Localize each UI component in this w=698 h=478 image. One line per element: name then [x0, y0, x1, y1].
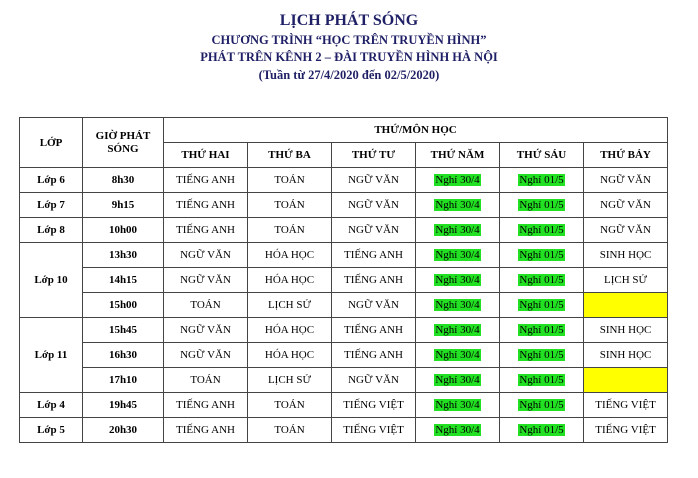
subject-cell: NGỮ VĂN	[164, 243, 248, 268]
holiday-label: Nghỉ 01/5	[519, 174, 564, 186]
subject-cell: TIẾNG ANH	[332, 318, 416, 343]
holiday-label: Nghỉ 01/5	[519, 199, 564, 211]
subject-cell: NGỮ VĂN	[332, 368, 416, 393]
subject-cell: NGỮ VĂN	[584, 218, 668, 243]
subject-cell: TOÁN	[248, 168, 332, 193]
subject-cell: NGỮ VĂN	[332, 168, 416, 193]
holiday-cell	[500, 293, 584, 318]
program-subtitle: CHƯƠNG TRÌNH “HỌC TRÊN TRUYỀN HÌNH”	[211, 33, 487, 47]
holiday-cell	[416, 343, 500, 368]
subject-cell: NGỮ VĂN	[164, 318, 248, 343]
holiday-label: Nghỉ 01/5	[519, 324, 564, 336]
subject-cell: NGỮ VĂN	[164, 268, 248, 293]
class-cell: Lớp 6	[20, 168, 83, 193]
time-cell: 9h15	[83, 193, 164, 218]
subject-cell: HÓA HỌC	[248, 243, 332, 268]
subject-cell: HÓA HỌC	[248, 318, 332, 343]
holiday-cell	[500, 368, 584, 393]
holiday-cell	[416, 293, 500, 318]
holiday-cell	[416, 168, 500, 193]
holiday-label: Nghỉ 30/4	[435, 374, 480, 386]
holiday-cell	[416, 418, 500, 443]
holiday-cell	[416, 268, 500, 293]
header-day: THỨ NĂM	[416, 143, 500, 168]
holiday-cell	[500, 168, 584, 193]
table-row	[20, 368, 668, 393]
holiday-label: Nghỉ 01/5	[519, 224, 564, 236]
holiday-label: Nghỉ 01/5	[519, 424, 564, 436]
header-day: THỨ BẢY	[584, 143, 668, 168]
subject-cell: TIẾNG VIỆT	[584, 418, 668, 443]
header-lop: LỚP	[20, 118, 83, 168]
holiday-cell	[416, 193, 500, 218]
header-day: THỨ BA	[248, 143, 332, 168]
table-row	[20, 193, 668, 218]
time-cell: 17h10	[83, 368, 164, 393]
holiday-label: Nghỉ 30/4	[435, 324, 480, 336]
subject-cell: NGỮ VĂN	[164, 343, 248, 368]
holiday-label: Nghỉ 30/4	[435, 249, 480, 261]
holiday-label: Nghỉ 30/4	[435, 274, 480, 286]
holiday-label: Nghỉ 30/4	[435, 399, 480, 411]
time-cell: 10h00	[83, 218, 164, 243]
table-row	[20, 293, 668, 318]
subject-cell: NGỮ VĂN	[584, 193, 668, 218]
holiday-label: Nghỉ 30/4	[435, 199, 480, 211]
channel-subtitle: PHÁT TRÊN KÊNH 2 – ĐÀI TRUYỀN HÌNH HÀ NỘI	[200, 50, 498, 64]
class-cell: Lớp 5	[20, 418, 83, 443]
holiday-label: Nghỉ 01/5	[519, 299, 564, 311]
header-day: THỨ TƯ	[332, 143, 416, 168]
subject-cell: NGỮ VĂN	[332, 293, 416, 318]
document-title: LỊCH PHÁT SÓNG	[279, 12, 419, 29]
subject-cell: TOÁN	[248, 418, 332, 443]
table-row	[20, 393, 668, 418]
subject-cell: SINH HỌC	[584, 343, 668, 368]
holiday-cell	[416, 318, 500, 343]
table-row	[20, 218, 668, 243]
subject-cell: TOÁN	[248, 393, 332, 418]
empty-highlight-cell	[584, 368, 668, 393]
subject-cell: TOÁN	[164, 293, 248, 318]
time-cell: 16h30	[83, 343, 164, 368]
header-day-subject: THỨ/MÔN HỌC	[164, 118, 668, 143]
subject-cell: LỊCH SỬ	[248, 368, 332, 393]
holiday-cell	[500, 418, 584, 443]
header-time: GIỜ PHÁT SÓNG	[83, 118, 164, 168]
holiday-cell	[500, 393, 584, 418]
holiday-label: Nghỉ 01/5	[519, 349, 564, 361]
broadcast-schedule-table	[19, 117, 668, 443]
holiday-label: Nghỉ 30/4	[435, 424, 480, 436]
time-cell: 20h30	[83, 418, 164, 443]
holiday-label: Nghỉ 30/4	[435, 299, 480, 311]
subject-cell: TIẾNG VIỆT	[332, 393, 416, 418]
table-row	[20, 268, 668, 293]
table-row	[20, 318, 668, 343]
holiday-label: Nghỉ 01/5	[519, 374, 564, 386]
table-row	[20, 343, 668, 368]
holiday-cell	[416, 218, 500, 243]
week-range: (Tuần từ 27/4/2020 đến 02/5/2020)	[258, 68, 440, 82]
document-header	[0, 10, 698, 84]
holiday-cell	[416, 243, 500, 268]
subject-cell: NGỮ VĂN	[332, 193, 416, 218]
subject-cell: SINH HỌC	[584, 318, 668, 343]
subject-cell: TOÁN	[248, 218, 332, 243]
class-cell: Lớp 10	[20, 243, 83, 318]
subject-cell: TIẾNG VIỆT	[332, 418, 416, 443]
subject-cell: HÓA HỌC	[248, 268, 332, 293]
holiday-cell	[416, 393, 500, 418]
header-row	[20, 118, 668, 143]
holiday-cell	[416, 368, 500, 393]
holiday-cell	[500, 218, 584, 243]
subject-cell: TIẾNG ANH	[164, 168, 248, 193]
holiday-label: Nghỉ 01/5	[519, 399, 564, 411]
subject-cell: TOÁN	[248, 193, 332, 218]
holiday-label: Nghỉ 30/4	[435, 174, 480, 186]
holiday-label: Nghỉ 30/4	[435, 224, 480, 236]
holiday-label: Nghỉ 01/5	[519, 274, 564, 286]
holiday-cell	[500, 268, 584, 293]
time-cell: 8h30	[83, 168, 164, 193]
holiday-cell	[500, 193, 584, 218]
subject-cell: TIẾNG ANH	[164, 193, 248, 218]
time-cell: 19h45	[83, 393, 164, 418]
holiday-cell	[500, 243, 584, 268]
subject-cell: NGỮ VĂN	[332, 218, 416, 243]
subject-cell: TIẾNG ANH	[332, 268, 416, 293]
subject-cell: TIẾNG ANH	[164, 418, 248, 443]
class-cell: Lớp 11	[20, 318, 83, 393]
holiday-label: Nghỉ 01/5	[519, 249, 564, 261]
subject-cell: LỊCH SỬ	[584, 268, 668, 293]
table-row	[20, 418, 668, 443]
time-cell: 14h15	[83, 268, 164, 293]
subject-cell: TIẾNG ANH	[164, 218, 248, 243]
subject-cell: SINH HỌC	[584, 243, 668, 268]
subject-cell: TIẾNG ANH	[332, 343, 416, 368]
subject-cell: TIẾNG ANH	[332, 243, 416, 268]
holiday-cell	[500, 343, 584, 368]
holiday-label: Nghỉ 30/4	[435, 349, 480, 361]
table-row	[20, 243, 668, 268]
header-day: THỨ SÁU	[500, 143, 584, 168]
time-cell: 13h30	[83, 243, 164, 268]
table-row	[20, 168, 668, 193]
subject-cell: HÓA HỌC	[248, 343, 332, 368]
class-cell: Lớp 7	[20, 193, 83, 218]
empty-highlight-cell	[584, 293, 668, 318]
time-cell: 15h45	[83, 318, 164, 343]
subject-cell: TIẾNG ANH	[164, 393, 248, 418]
class-cell: Lớp 8	[20, 218, 83, 243]
header-day: THỨ HAI	[164, 143, 248, 168]
subject-cell: TOÁN	[164, 368, 248, 393]
time-cell: 15h00	[83, 293, 164, 318]
holiday-cell	[500, 318, 584, 343]
subject-cell: TIẾNG VIỆT	[584, 393, 668, 418]
subject-cell: NGỮ VĂN	[584, 168, 668, 193]
subject-cell: LỊCH SỬ	[248, 293, 332, 318]
class-cell: Lớp 4	[20, 393, 83, 418]
